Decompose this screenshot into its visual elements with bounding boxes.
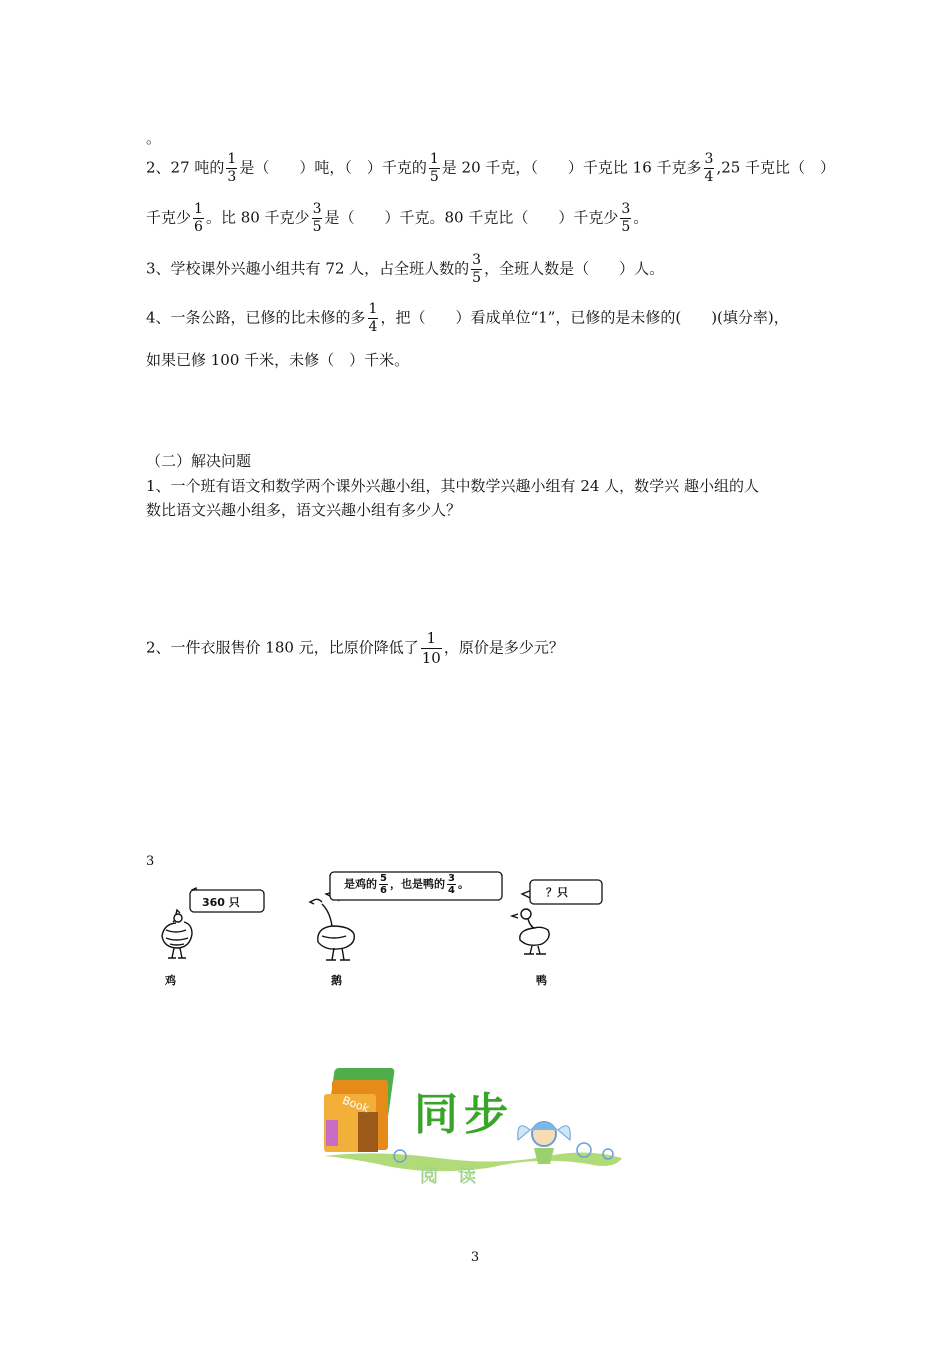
sync-reading-logo — [318, 1060, 630, 1192]
q4-text-2: ，把（ ）看成单位“1”，已修的是未修的( )(填分率)， — [380, 308, 789, 327]
question-2-line-1 — [146, 151, 835, 186]
question-2-line-2 — [146, 201, 648, 236]
q2-text-2: 是（ ）吨，（ ）千克的 — [239, 158, 427, 177]
question-3 — [146, 252, 664, 287]
q3-text-1: 3、学校课外兴趣小组共有 72 人，占全班人数的 — [146, 259, 470, 278]
goose-bubble-text: 是鸡的 $\frac{5}{6}$ ，也是鸭的 $\frac{3}{4}$ 。 — [344, 873, 469, 896]
q2-text-5: 千克少 — [146, 208, 192, 227]
q2-text-1: 2、27 吨的 — [146, 158, 225, 177]
section-heading: （二）解决问题 — [146, 452, 252, 470]
page-number: 3 — [470, 1250, 480, 1265]
duck-icon — [512, 909, 549, 954]
top-mark: 。 — [146, 129, 162, 147]
q4-text-1: 4、一条公路，已修的比未修的多 — [146, 308, 366, 327]
fraction: $\frac{3}{5}$ — [472, 252, 482, 286]
q2-text-8: 。 — [633, 208, 649, 227]
q2-text-3: 是 20 千克，（ ）千克比 16 千克多 — [441, 158, 702, 177]
chicken-bubble-text: 360 只 — [202, 896, 240, 909]
fraction: $\frac{3}{4}$ — [704, 151, 714, 185]
goose-label: 鹅 — [331, 974, 342, 987]
p2-text-1: 2、一件衣服售价 180 元，比原价降低了 — [146, 638, 419, 657]
fraction: $\frac{1}{4}$ — [368, 301, 378, 335]
logo-book-text: Book — [340, 1093, 371, 1116]
question-4-line-2: 如果已修 100 千米，未修（ ）千米。 — [146, 351, 410, 369]
p2-text-2: ，原价是多少元？ — [443, 638, 564, 657]
logo-subtitle: 阅读 — [420, 1166, 496, 1187]
q3-text-2: ，全班人数是（ ）人。 — [484, 259, 665, 278]
goose-icon — [310, 899, 354, 960]
duck-label: 鸭 — [536, 974, 547, 987]
chicken-label: 鸡 — [165, 974, 176, 987]
logo-title: 同步 — [414, 1089, 514, 1140]
fraction: $\frac{1}{3}$ — [227, 151, 237, 185]
q2-text-7: 是（ ）千克。80 千克比（ ）千克少 — [324, 208, 619, 227]
problem-1-line-1: 1、一个班有语文和数学两个课外兴趣小组，其中数学兴趣小组有 24 人，数学兴 趣小组的人 — [146, 477, 759, 495]
q2-text-6: 。比 80 千克少 — [205, 208, 310, 227]
chicken-icon — [162, 910, 192, 958]
fraction: $\frac{1}{5}$ — [429, 151, 439, 185]
duck-bubble-text: ？只 — [546, 886, 568, 899]
problem-1-line-2: 数比语文兴趣小组多，语文兴趣小组有多少人？ — [146, 501, 462, 519]
question-4-line-1 — [146, 301, 789, 336]
fraction: $\frac{3}{5}$ — [621, 201, 631, 235]
fraction: $\frac{1}{6}$ — [194, 201, 203, 235]
q2-text-4: ,25 千克比（ ） — [716, 158, 836, 177]
fraction: $\frac{3}{5}$ — [312, 201, 322, 235]
problem-3-number: 3 — [146, 854, 155, 869]
fraction: $\frac{1}{10}$ — [421, 629, 441, 667]
problem-2 — [146, 629, 564, 668]
